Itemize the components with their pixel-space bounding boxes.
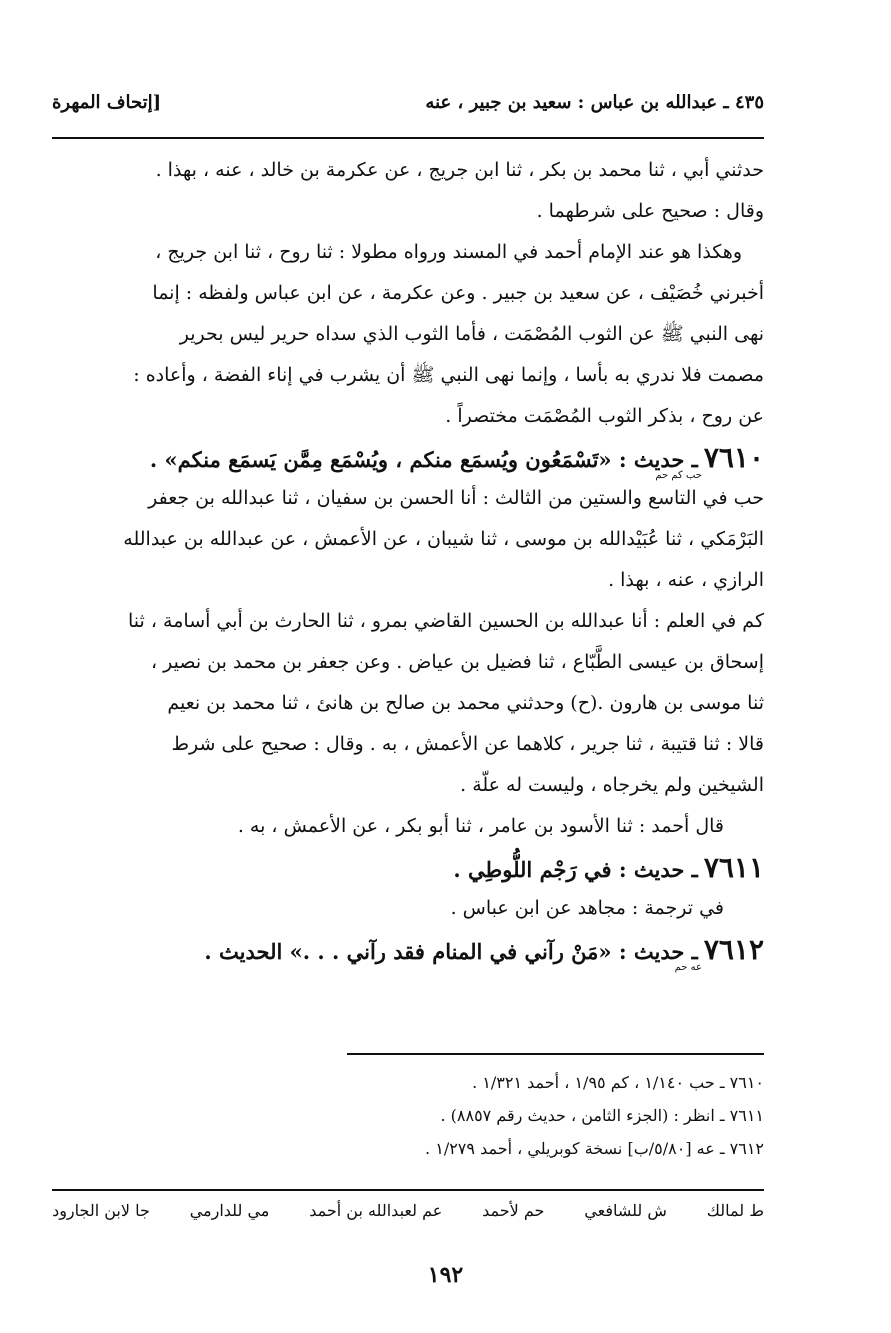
entry-source-codes: حب كم حم: [655, 470, 702, 481]
abbreviation: ط لمالك: [706, 1201, 764, 1220]
abbreviation: مي للدارمي: [189, 1201, 270, 1220]
entry-number: ٧٦١١: [703, 851, 764, 884]
text-line: ثنا موسى بن هارون .(ح) وحدثني محمد بن صالح بن هانئ ، ثنا محمد بن نعيم: [167, 692, 764, 714]
header-chapter-title: ٤٣٥ ـ عبدالله بن عباس : سعيد بن جبير ، عنه: [425, 92, 764, 113]
entry-text: ـ حديث : «تَسْمَعُون ويُسمَع منكم ، ويُسْمَع مِمَّن يَسمَع منكم» .: [149, 447, 698, 472]
text-line: وهكذا هو عند الإمام أحمد في المسند ورواه مطولا : ثنا روح ، ثنا ابن جريج ،: [155, 241, 742, 263]
text-line: مصمت فلا ندري به بأسا ، وإنما نهى النبي ﷺ أن يشرب في إناء الفضة ، وأعاده :: [133, 364, 764, 386]
footnotes: [224, 1066, 764, 1165]
hadith-entry-7610: [52, 437, 764, 481]
main-text: [52, 150, 764, 973]
hadith-entry-7612: [52, 929, 764, 973]
entry-source-codes: عه حم: [674, 962, 702, 973]
text-line: حب في التاسع والستين من الثالث : أنا الحسن بن سفيان ، ثنا عبدالله بن جعفر: [148, 487, 764, 509]
entry-text: ـ حديث : «مَنْ رآني في المنام فقد رآني . . .» الحديث .: [204, 939, 698, 964]
text-line: البَرْمَكي ، ثنا عُبَيْدالله بن موسى ، ثنا شيبان ، عن الأعمش ، عن عبدالله بن عبدالله: [123, 528, 764, 550]
page-number: ١٩٢: [427, 1262, 464, 1288]
abbreviation: حم لأحمد: [482, 1201, 545, 1220]
abbreviation: جا لابن الجارود: [52, 1201, 150, 1220]
text-line: نهى النبي ﷺ عن الثوب المُصْمَت ، فأما الثوب الذي سداه حرير ليس بحرير: [179, 323, 764, 345]
abbreviation: ش للشافعي: [584, 1201, 667, 1220]
abbreviation: عم لعبدالله بن أحمد: [309, 1201, 443, 1220]
entry-text: ـ حديث : في رَجْم اللُّوطِي .: [453, 857, 698, 882]
footnote-rule: [347, 1053, 764, 1055]
text-line: حدثني أبي ، ثنا محمد بن بكر ، ثنا ابن جريج ، عن عكرمة بن خالد ، عنه ، بهذا .: [155, 159, 764, 181]
text-line: عن روح ، بذكر الثوب المُصْمَت مختصراً .: [445, 405, 764, 427]
entry-number: ٧٦١٢: [703, 933, 764, 966]
text-line: قال أحمد : ثنا الأسود بن عامر ، ثنا أبو بكر ، عن الأعمش ، به .: [237, 815, 724, 837]
header-book-title: [إتحاف المهرة: [52, 92, 162, 113]
text-line: قالا : ثنا قتيبة ، ثنا جرير ، كلاهما عن الأعمش ، به . وقال : صحيح على شرط: [171, 733, 764, 755]
text-line: أخبرني خُصَيْف ، عن سعيد بن جبير . وعن عكرمة ، عن ابن عباس ولفظه : إنما: [152, 282, 764, 304]
text-line: في ترجمة : مجاهد عن ابن عباس .: [450, 897, 724, 919]
text-line: وقال : صحيح على شرطهما .: [536, 200, 764, 222]
footnote: ٧٦١١ ـ انظر : (الجزء الثامن ، حديث رقم ٨٨٥٧) .: [440, 1106, 764, 1125]
text-line: الشيخين ولم يخرجاه ، وليست له علّة .: [460, 774, 764, 796]
text-line: إسحاق بن عيسى الطَّبّاع ، ثنا فضيل بن عياض . وعن جعفر بن محمد بن نصير ،: [151, 651, 764, 673]
header-rule: [52, 137, 764, 139]
text-line: كم في العلم : أنا عبدالله بن الحسين القاضي بمرو ، ثنا الحارث بن أبي أسامة ، ثنا: [128, 610, 764, 632]
entry-number: ٧٦١٠: [703, 441, 764, 474]
text-line: الرازي ، عنه ، بهذا .: [608, 569, 764, 591]
footnote: ٧٦١٢ ـ عه [٥/٨٠/ب] نسخة كوبريلي ، أحمد ١/٢٧٩ .: [425, 1139, 764, 1158]
hadith-entry-7611: [52, 847, 764, 888]
abbreviations-rule: [52, 1189, 764, 1191]
footnote: ٧٦١٠ ـ حب ١/١٤٠ ، كم ١/٩٥ ، أحمد ١/٣٢١ .: [472, 1073, 764, 1092]
running-header: [52, 92, 764, 122]
abbreviations-key: [52, 1201, 764, 1231]
